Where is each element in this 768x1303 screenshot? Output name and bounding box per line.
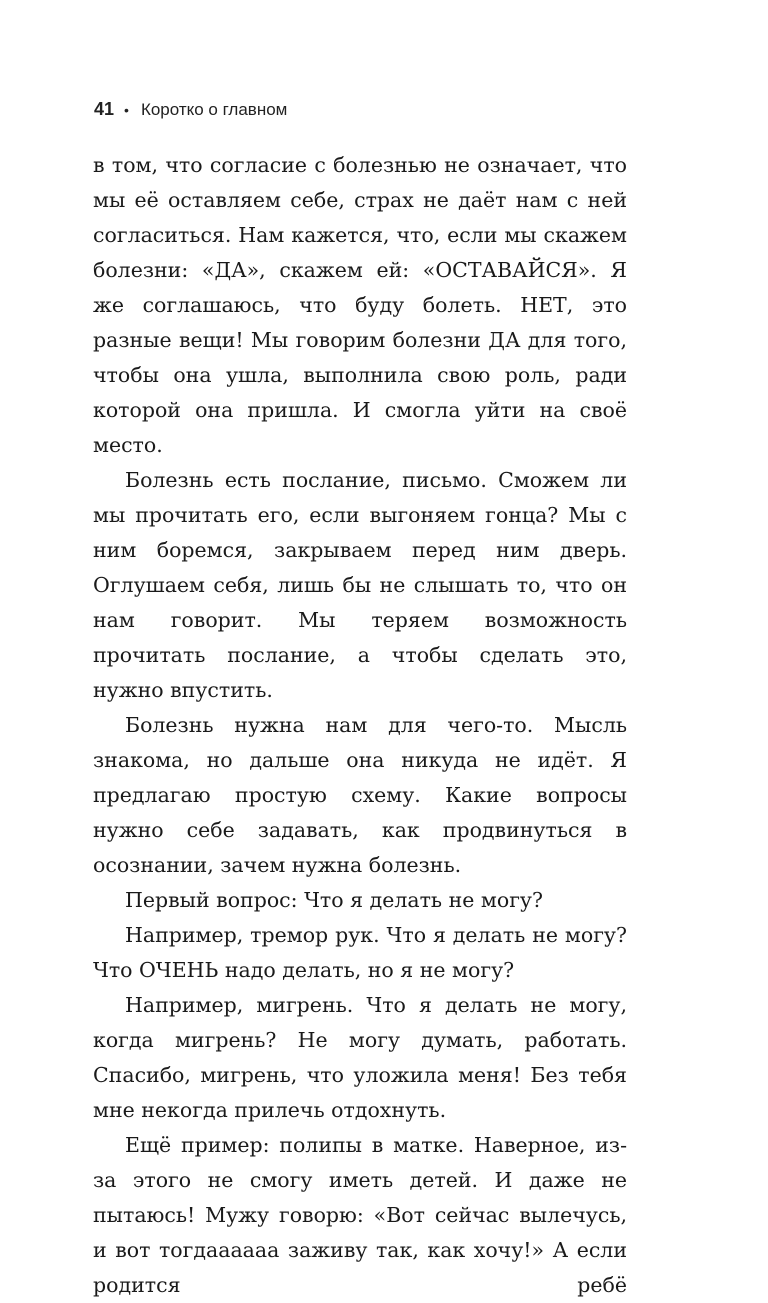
header-separator-bullet: • bbox=[124, 102, 129, 118]
chapter-title: Коротко о главном bbox=[140, 100, 288, 119]
paragraph: Болезнь нужна нам для чего-то. Мысль знакома, но дальше она никуда не идёт. Я предлагаю простую схему. Какие вопросы нужно себе задавать, как продвинуться в осознании, зачем нужна болезнь. bbox=[93, 713, 627, 877]
paragraph: Ещё пример: полипы в матке. Наверное, из-за этого не смогу иметь детей. И даже не пытаюсь! Мужу говорю: «Вот сейчас вылечусь, и вот тогдаааааа заживу так, как хочу!» А если родится ребё bbox=[93, 1133, 627, 1297]
paragraph: Например, тремор рук. Что я делать не могу? Что ОЧЕНЬ надо делать, но я не могу? bbox=[93, 923, 627, 982]
running-header bbox=[94, 97, 287, 122]
paragraph: Например, мигрень. Что я делать не могу, когда мигрень? Не могу думать, работать. Спасибо, мигрень, что уложила меня! Без тебя мне некогда прилечь отдохнуть. bbox=[93, 993, 627, 1122]
paragraph: Первый вопрос: Что я делать не могу? bbox=[125, 888, 543, 912]
page-number: 41 bbox=[94, 99, 115, 119]
body-text bbox=[93, 148, 627, 1303]
paragraph: в том, что согласие с болезнью не означает, что мы её оставляем себе, страх не даёт нам с ней согласиться. Нам кажется, что, если мы скажем болезни: «ДА», скажем ей: «ОСТАВАЙСЯ». Я же соглашаюсь, что буду болеть. НЕТ, это разные вещи! Мы говорим болезни ДА для того, чтобы она ушла, выполнила свою роль, ради которой она пришла. И смогла уйти на своё место. bbox=[93, 153, 627, 457]
paragraph: Болезнь есть послание, письмо. Сможем ли мы прочитать его, если выгоняем гонца? Мы с ним боремся, закрываем перед ним дверь. Оглушаем себя, лишь бы не слышать то, что он нам говорит. Мы теряем возможность прочитать послание, а чтобы сделать это, нужно впустить. bbox=[93, 468, 627, 702]
